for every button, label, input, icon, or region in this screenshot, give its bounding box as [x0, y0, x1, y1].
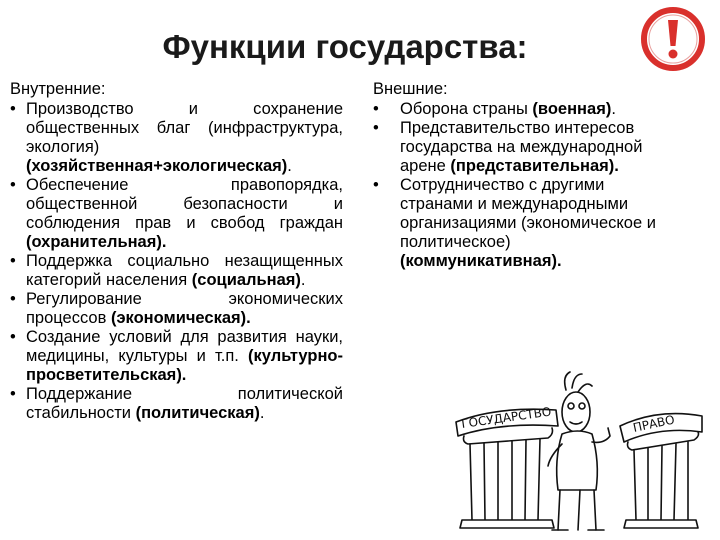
item-tail: .: [300, 271, 306, 289]
item-bold: (политическая): [135, 404, 260, 422]
person-figure: [548, 372, 610, 530]
internal-heading: Внутренние:: [10, 80, 106, 98]
item-bold: (хозяйственная+экологическая): [26, 157, 288, 175]
internal-functions: [10, 80, 343, 423]
item-text: Поддержка социально незащищенных категорий населения: [26, 252, 343, 289]
list-item: [10, 252, 343, 290]
item-tail: .: [287, 157, 292, 175]
item-tail: .: [611, 100, 616, 118]
item-text: Представительство интересов государства на международной арене: [400, 119, 643, 175]
list-item: [10, 328, 343, 385]
item-bold: (военная): [532, 100, 612, 118]
list-item: [10, 385, 343, 423]
cartoon-illustration: [448, 370, 710, 538]
item-bold: (коммуникативная).: [400, 252, 562, 270]
internal-list: [10, 100, 343, 423]
item-bold: (представительная).: [450, 157, 619, 175]
item-text: Обеспечение правопорядка, общественной безопасности и соблюдения прав и свобод граждан: [26, 176, 343, 232]
list-item: [373, 119, 673, 176]
item-text: Оборона страны: [400, 100, 533, 118]
external-list: [373, 100, 673, 271]
item-text: Регулирование экономических процессов: [26, 290, 343, 327]
slide-title: Функции государства:: [162, 28, 528, 65]
list-item: [10, 100, 343, 176]
list-item: [373, 176, 673, 271]
law-label: ПРАВО: [631, 412, 676, 435]
item-tail: .: [259, 404, 265, 422]
item-text: Создание условий для развития науки, медицины, культуры и т.п.: [26, 328, 343, 365]
item-bold: (культурно-просветительская).: [26, 347, 343, 384]
law-column: [620, 412, 702, 528]
item-text: Сотрудничество с другими странами и международными организациями (экономическое и политическое): [400, 176, 656, 251]
item-bold: (экономическая).: [110, 309, 251, 327]
list-item: [373, 100, 673, 119]
item-bold: (социальная): [191, 271, 301, 289]
list-item: [10, 290, 343, 328]
warning-icon: [640, 6, 706, 72]
external-functions: [373, 80, 673, 271]
external-heading: Внешние:: [373, 80, 448, 98]
item-text: Поддержание политической стабильности: [26, 385, 343, 422]
item-bold: (охранительная).: [26, 233, 167, 251]
state-label: ГОСУДАРСТВО: [460, 404, 553, 431]
state-column: [456, 404, 558, 528]
item-text: Производство и сохранение общественных благ (инфраструктура, экология): [26, 100, 343, 156]
list-item: [10, 176, 343, 252]
